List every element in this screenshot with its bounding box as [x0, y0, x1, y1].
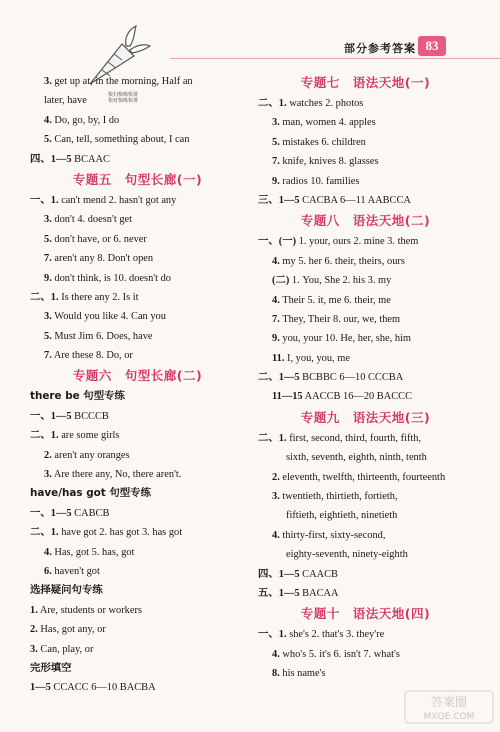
answer-line: [258, 133, 473, 152]
header-rule: [170, 58, 500, 59]
answer-line: [258, 545, 473, 564]
answer-text: Do, go, by, I do: [54, 114, 120, 126]
answer-line: [258, 291, 473, 310]
answer-text: fiftieth, eightieth, ninetieth: [286, 510, 398, 522]
answer-text: Can, tell, something about, I can: [54, 134, 190, 146]
answer-text: get up at, in the morning, Half an: [54, 76, 193, 87]
answer-text: BCAAC: [74, 153, 110, 165]
answer-number: 9.: [272, 333, 280, 345]
answer-text: can't mend 2. hasn't got any: [61, 194, 177, 206]
answer-number: 5.: [272, 136, 280, 148]
answer-line: [258, 94, 473, 113]
answer-text: Their 5. it, me 6. their, me: [282, 294, 391, 306]
answer-line: [30, 407, 245, 426]
answer-line: [258, 152, 473, 171]
answer-number: 11.: [272, 352, 285, 364]
answer-number: 一、1—5: [30, 410, 72, 422]
answer-text: twentieth, thirtieth, fortieth,: [282, 491, 398, 503]
answer-text: CCACC 6—10 BACBA: [53, 682, 156, 694]
answer-number: 二、1.: [30, 527, 59, 539]
answer-text: first, second, third, fourth, fifth,: [289, 432, 422, 444]
answer-number: 4.: [44, 114, 52, 126]
answer-line: [258, 448, 473, 467]
answer-line: [30, 601, 245, 620]
answer-line: [30, 111, 245, 130]
answer-number: 4.: [272, 648, 280, 660]
answer-number: 5.: [44, 134, 52, 146]
answer-number: 4.: [272, 255, 280, 267]
answer-line: [30, 150, 245, 169]
answer-number: 5.: [44, 330, 52, 342]
answer-text: his name's: [282, 668, 326, 680]
answer-text: CACBA 6—11 AABCCA: [302, 194, 411, 206]
answer-number: 二、1—5: [258, 372, 300, 384]
answer-line: [30, 523, 245, 542]
answer-text: you, your 10. He, her, she, him: [282, 333, 411, 345]
answer-number: 三、1—5: [258, 194, 300, 206]
answer-line: [258, 487, 473, 506]
answer-number: 6.: [44, 565, 52, 577]
answer-text: 1. You, She 2. his 3. my: [291, 275, 392, 287]
section-title: 专题五 句型长廊(一): [72, 171, 203, 187]
answer-number: 3.: [272, 491, 280, 503]
answer-line: [258, 172, 473, 191]
header-title: 部分参考答案: [344, 42, 416, 55]
answer-number: 五、1—5: [258, 587, 300, 599]
answer-line: [258, 349, 473, 368]
answer-number: 4.: [272, 294, 280, 306]
answer-number: 7.: [44, 253, 52, 265]
answer-number: 二、1.: [258, 432, 287, 444]
left-column: [30, 72, 245, 698]
answer-number: 3.: [44, 311, 52, 323]
answer-line: [30, 327, 245, 346]
answer-line: [30, 562, 245, 581]
answer-text: BCCCB: [74, 410, 109, 422]
answer-text: I, you, you, me: [287, 352, 350, 364]
answer-line: [258, 271, 473, 290]
answer-line: [258, 329, 473, 348]
answer-text: aren't any 8. Don't open: [54, 253, 154, 265]
answer-text: Is there any 2. Is it: [61, 291, 139, 303]
answer-number: 3.: [30, 643, 38, 655]
answer-text: watches 2. photos: [289, 98, 364, 109]
answer-text: They, Their 8. our, we, them: [282, 313, 401, 325]
subsection-title: 完形填空: [30, 661, 72, 674]
answer-text: CABCB: [74, 507, 110, 519]
answer-line: [30, 620, 245, 639]
answer-line: [258, 191, 473, 210]
answer-line: [30, 191, 245, 210]
answer-text: BCBBC 6—10 CCCBA: [302, 372, 404, 384]
answer-text: Has, got any, or: [40, 624, 106, 636]
answer-text: mistakes 6. children: [282, 136, 366, 148]
answer-number: 9.: [44, 272, 52, 284]
answer-number: 7.: [44, 350, 52, 362]
answer-text: Are, students or workers: [39, 604, 142, 616]
answer-number: 一、(一): [258, 236, 297, 248]
answer-line: [258, 625, 473, 644]
svg-text:答案圈: 答案圈: [430, 695, 468, 709]
answer-text: 1. your, ours 2. mine 3. them: [298, 236, 419, 248]
answer-line: [30, 307, 245, 326]
answer-number: 11—15: [272, 391, 303, 403]
answer-number: 3.: [44, 469, 52, 481]
answer-text: are some girls: [61, 430, 120, 442]
answer-number: 4.: [272, 529, 280, 541]
section-title: 专题六 句型长廊(二): [72, 368, 203, 384]
answer-line: [30, 210, 245, 229]
page-header: [0, 36, 500, 60]
answer-number: 一、1.: [30, 194, 59, 206]
answer-number: 4.: [44, 546, 52, 558]
answer-number: 2.: [30, 624, 38, 636]
answer-text: knife, knives 8. glasses: [282, 156, 379, 168]
answer-line: [30, 346, 245, 365]
answer-line: [30, 543, 245, 562]
answer-line: [30, 504, 245, 523]
answer-line: [30, 130, 245, 149]
answer-line: [258, 468, 473, 487]
answer-text: Are there any, No, there aren't.: [53, 469, 182, 481]
answer-number: 3.: [272, 117, 280, 129]
answer-text: she's 2. that's 3. they're: [289, 629, 385, 641]
answer-line: [258, 429, 473, 448]
answer-line: [30, 640, 245, 659]
svg-text:MXQE.COM: MXQE.COM: [423, 712, 475, 722]
answer-text: don't have, or 6. never: [54, 233, 147, 245]
answer-text: Has, got 5. has, got: [54, 546, 135, 558]
answer-line: [258, 252, 473, 271]
answer-text: BACAA: [302, 587, 339, 599]
answer-line: [258, 526, 473, 545]
answer-number: 二、1.: [30, 430, 59, 442]
answer-text: thirty-first, sixty-second,: [282, 529, 386, 541]
page-number: 83: [418, 36, 446, 56]
answer-line: [30, 72, 245, 91]
answer-text: Must Jim 6. Does, have: [54, 330, 153, 342]
answer-number: 5.: [44, 233, 52, 245]
answer-text: AACCB 16—20 BACCC: [304, 391, 413, 403]
answer-number: 9.: [272, 175, 280, 187]
answer-text: aren't any oranges: [54, 449, 130, 461]
answer-text: man, women 4. apples: [282, 117, 376, 129]
answer-line: [30, 678, 245, 697]
answer-number: 7.: [272, 313, 280, 325]
answer-text: CAACB: [302, 568, 338, 580]
answer-line: [30, 91, 245, 110]
answer-line: [258, 113, 473, 132]
answer-number: 3.: [44, 214, 52, 226]
subsection-title: there be 句型专练: [30, 390, 125, 403]
answer-text: Can, play, or: [40, 643, 94, 655]
right-column: [258, 72, 473, 684]
answer-text: don't 4. doesn't get: [54, 214, 133, 226]
answer-number: 7.: [272, 156, 280, 168]
answer-line: [258, 506, 473, 525]
answer-text: later, have: [44, 95, 87, 107]
answer-line: [258, 584, 473, 603]
answer-number: 3.: [44, 76, 52, 87]
answer-line: [30, 288, 245, 307]
answer-text: eleventh, twelfth, thirteenth, fourteenth: [282, 471, 446, 483]
answer-line: [30, 230, 245, 249]
answer-number: 2.: [44, 449, 52, 461]
answer-number: 四、1—5: [30, 153, 72, 165]
answer-number: 四、1—5: [258, 568, 300, 580]
answer-number: 1.: [30, 604, 38, 616]
answer-number: 二、1.: [258, 98, 287, 109]
answer-line: [258, 565, 473, 584]
answer-line: [30, 249, 245, 268]
answer-number: 1—5: [30, 682, 51, 694]
answer-number: 一、1—5: [30, 507, 72, 519]
answer-text: sixth, seventh, eighth, ninth, tenth: [286, 452, 427, 464]
stamp-label: 快扫快练快讲 快对快练快讲: [108, 92, 139, 104]
answer-text: Would you like 4. Can you: [54, 311, 166, 323]
answer-number: 2.: [272, 471, 280, 483]
answer-line: [258, 387, 473, 406]
answer-number: (二): [272, 275, 290, 287]
answer-number: 一、1.: [258, 629, 287, 641]
answer-line: [30, 269, 245, 288]
answer-line: [258, 645, 473, 664]
subsection-title: have/has got 句型专练: [30, 487, 151, 500]
answer-text: Are these 8. Do, or: [53, 350, 133, 362]
section-title: 专题九 语法天地(三): [300, 409, 431, 425]
answer-text: have got 2. has got 3. has got: [61, 527, 183, 539]
section-title: 专题八 语法天地(二): [300, 213, 431, 229]
section-title: 专题七 语法天地(一): [300, 75, 431, 90]
subsection-title: 选择疑问句专练: [30, 584, 103, 597]
answer-number: 8.: [272, 668, 280, 680]
answer-line: [258, 368, 473, 387]
answer-line: [30, 426, 245, 445]
answer-line: [30, 446, 245, 465]
answer-text: haven't got: [54, 565, 100, 577]
answer-text: who's 5. it's 6. isn't 7. what's: [282, 648, 400, 660]
answer-line: [30, 465, 245, 484]
answer-line: [258, 232, 473, 251]
section-title: 专题十 语法天地(四): [300, 606, 431, 622]
answer-line: [258, 310, 473, 329]
answer-text: don't think, is 10. doesn't do: [54, 272, 172, 284]
answer-text: my 5. her 6. their, theirs, ours: [282, 255, 405, 267]
answer-text: eighty-seventh, ninety-eighth: [286, 549, 408, 561]
answer-line: [258, 664, 473, 683]
watermark-logo: [404, 690, 494, 724]
answer-number: 二、1.: [30, 291, 59, 303]
answer-text: radios 10. families: [282, 175, 360, 187]
